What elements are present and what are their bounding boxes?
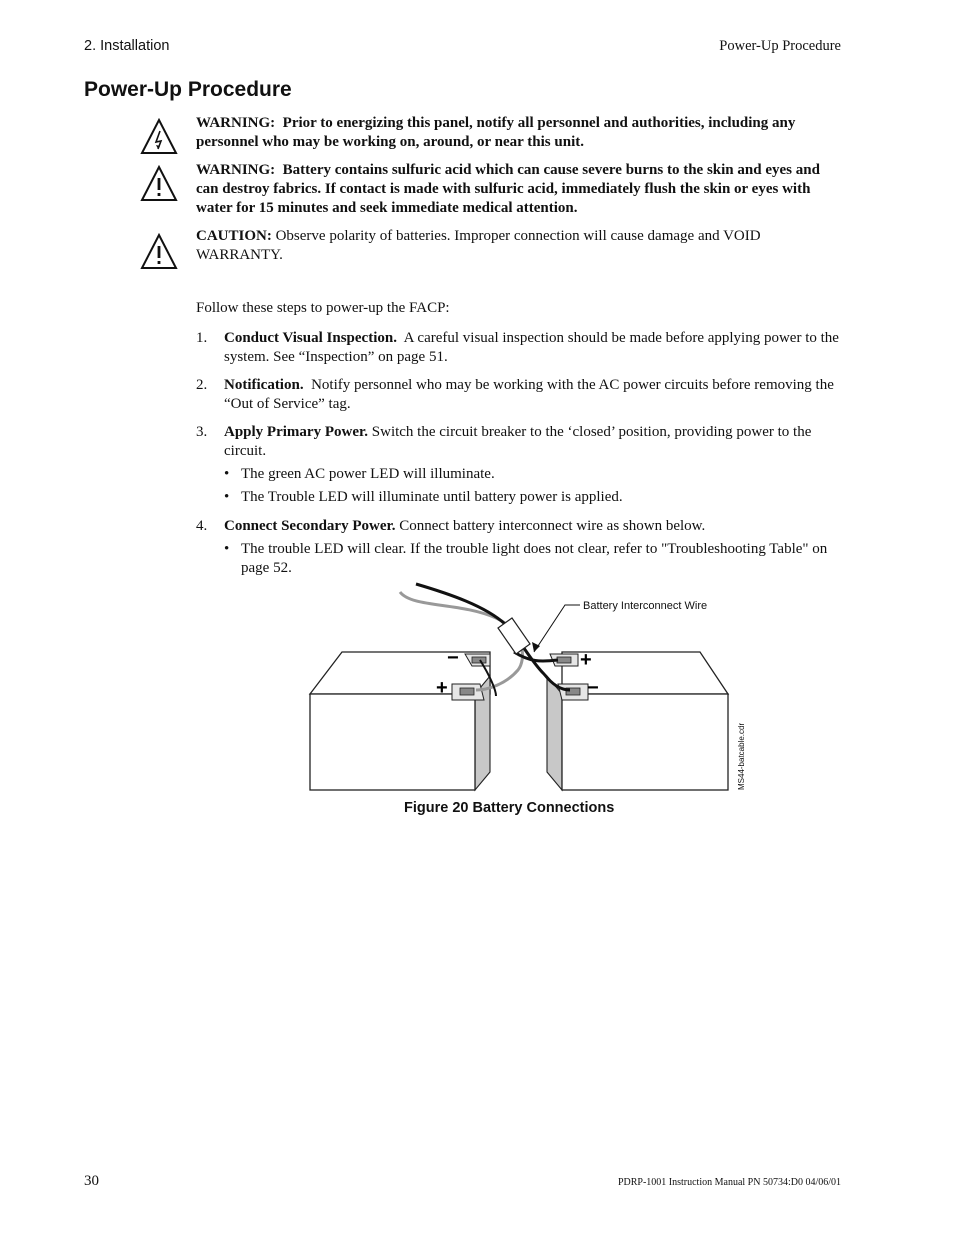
right-plus-mark: + (580, 649, 592, 671)
step-heading: Connect Secondary Power. (224, 518, 396, 534)
step-number: 1. (196, 330, 208, 346)
left-minus-mark: − (447, 647, 459, 669)
bullet-item (224, 465, 844, 484)
notice-acid-warning (196, 161, 844, 218)
callout-leader (534, 605, 580, 652)
notice-text: Prior to energizing this panel, notify all personnel and authorities, including any personnel who may be working on, around, or near this unit. (196, 115, 796, 150)
bullet-text: The trouble LED will clear. If the trouble light does not clear, refer to "Troubleshooting Table" on page 52. (241, 541, 828, 576)
step-heading: Apply Primary Power. (224, 424, 369, 440)
bullet-glyph: • (224, 489, 230, 505)
step-item (196, 423, 844, 461)
left-battery (310, 652, 490, 790)
step-heading: Conduct Visual Inspection. (224, 330, 397, 346)
step-item (196, 329, 844, 367)
notice-text: Battery contains sulfuric acid which can cause severe burns to the skin and eyes and can destroy fabrics. If contact is made with sulfuric acid, immediately flush the skin or eyes with water for 15 minutes and seek immediate medical attention. (196, 162, 820, 216)
step-text: Connect battery interconnect wire as shown below. (399, 518, 706, 534)
notice-polarity-caution (196, 227, 844, 265)
step-item (196, 376, 844, 414)
notice-text: Observe polarity of batteries. Improper connection will cause damage and VOID WARRANTY. (196, 228, 761, 263)
caution-exclamation-icon (140, 233, 178, 271)
high-voltage-warning-icon (140, 118, 178, 156)
step-number: 3. (196, 424, 208, 440)
step-number: 4. (196, 518, 208, 534)
right-negative-terminal (558, 684, 588, 700)
bullet-item (224, 540, 844, 578)
step-text: A careful visual inspection should be made before applying power to the system. See “Inspection” on page 51. (224, 330, 839, 365)
bullet-glyph: • (224, 466, 230, 482)
header-running-title: Power-Up Procedure (719, 38, 841, 54)
footer-doc-info: PDRP-1001 Instruction Manual PN 50734:D0 04/06/01 (617, 1177, 841, 1188)
callout-label: Battery Interconnect Wire (583, 600, 708, 612)
notice-voltage-warning (196, 114, 844, 152)
left-plus-mark: + (436, 677, 448, 699)
bullet-text: The green AC power LED will illuminate. (241, 466, 495, 482)
step-text: Notify personnel who may be working with the AC power circuits before removing the “Out of Service” tag. (224, 377, 834, 412)
bullet-item (224, 488, 844, 507)
bullet-text: The Trouble LED will illuminate until battery power is applied. (241, 489, 623, 505)
battery-connections-diagram (300, 580, 760, 795)
intro-text: Follow these steps to power-up the FACP: (196, 300, 450, 316)
page-title: Power-Up Procedure (84, 78, 292, 101)
caution-exclamation-icon (140, 165, 178, 203)
notice-label: WARNING: (196, 115, 276, 131)
step-item (196, 517, 844, 536)
notice-label: WARNING: (196, 162, 276, 178)
step-text: Switch the circuit breaker to the ‘closed’ position, providing power to the circuit. (224, 424, 812, 459)
page-number: 30 (84, 1173, 99, 1189)
right-minus-mark: − (587, 677, 599, 699)
step-heading: Notification. (224, 377, 304, 393)
bullet-glyph: • (224, 541, 230, 557)
callout-arrowhead (532, 642, 540, 652)
figure-caption: Figure 20 Battery Connections (404, 800, 615, 816)
header-section-label: 2. Installation (84, 38, 170, 54)
notice-label: CAUTION: (196, 228, 272, 244)
step-number: 2. (196, 377, 208, 393)
left-positive-terminal (452, 684, 484, 700)
figure-file-tag: MS44-batcable.cdr (737, 722, 746, 790)
right-battery (547, 652, 728, 790)
